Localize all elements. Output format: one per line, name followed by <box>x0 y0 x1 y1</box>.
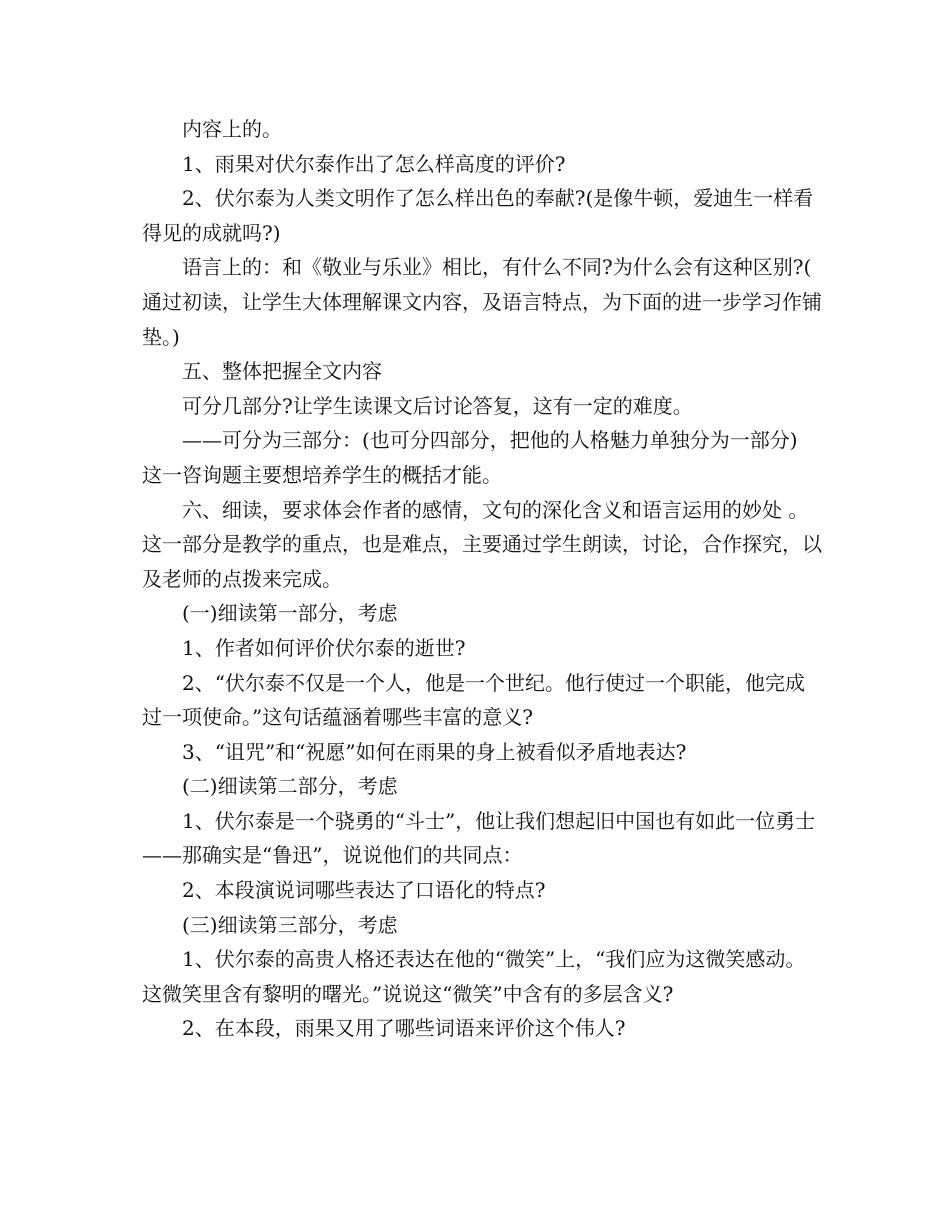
paragraph: 语言上的：和《敬业与乐业》相比，有什么不同?为什么会有这种区别?( 通过初读，让学生大体理解课文内容，及语言特点，为下面的进一步学习作铺垫。) <box>142 255 822 349</box>
document-body <box>142 112 822 1046</box>
subsection-heading: (一)细读第一部分，考虑 <box>182 601 398 626</box>
paragraph: 1、伏尔泰是一个骁勇的“斗士”，他让我们想起旧中国也有如此一位勇士——那确实是“鲁迅”，说说他们的共同点： <box>142 808 816 868</box>
paragraph: 1、雨果对伏尔泰作出了怎么样高度的评价? <box>182 151 566 176</box>
paragraph: 1、作者如何评价伏尔泰的逝世? <box>182 635 466 660</box>
section-heading: 五、整体把握全文内容 <box>182 359 382 384</box>
paragraph: 1、伏尔泰的高贵人格还表达在他的“微笑”上，“我们应为这微笑感动。这微笑里含有黎明的曙光。”说说这“微笑”中含有的多层含义? <box>142 947 806 1006</box>
paragraph: 2、本段演说词哪些表达了口语化的特点? <box>182 878 546 903</box>
paragraph: 2、在本段，雨果又用了哪些词语来评价这个伟人? <box>182 1016 626 1041</box>
paragraph: ——可分为三部分：(也可分四部分，把他的人格魅力单独分为一部分) 这一咨询题主要想培养学生的概括才能。 <box>142 428 798 487</box>
paragraph: 可分几部分?让学生读课文后讨论答复，这有一定的难度。 <box>182 393 693 418</box>
paragraph: 内容上的。 <box>182 117 282 141</box>
paragraph: 2、“伏尔泰不仅是一个人，他是一个世纪。他行使过一个职能，他完成过一项使命。”这句话蕴涵着哪些丰富的意义? <box>142 670 805 730</box>
subsection-heading: (二)细读第二部分，考虑 <box>182 774 398 799</box>
paragraph: 3、“诅咒”和“祝愿”如何在雨果的身上被看似矛盾地表达? <box>182 739 687 764</box>
subsection-heading: (三)细读第三部分，考虑 <box>182 912 398 937</box>
section-heading: 六、细读，要求体会作者的感情，文句的深化含义和语言运用的妙处 。这一部分是教学的重点，也是难点，主要通过学生朗读，讨论，合作探究，以及老师的点拨来完成。 <box>142 497 822 591</box>
paragraph: 2、伏尔泰为人类文明作了怎么样出色的奉献?(是像牛顿，爱迪生一样看得见的成就吗?) <box>142 186 814 245</box>
